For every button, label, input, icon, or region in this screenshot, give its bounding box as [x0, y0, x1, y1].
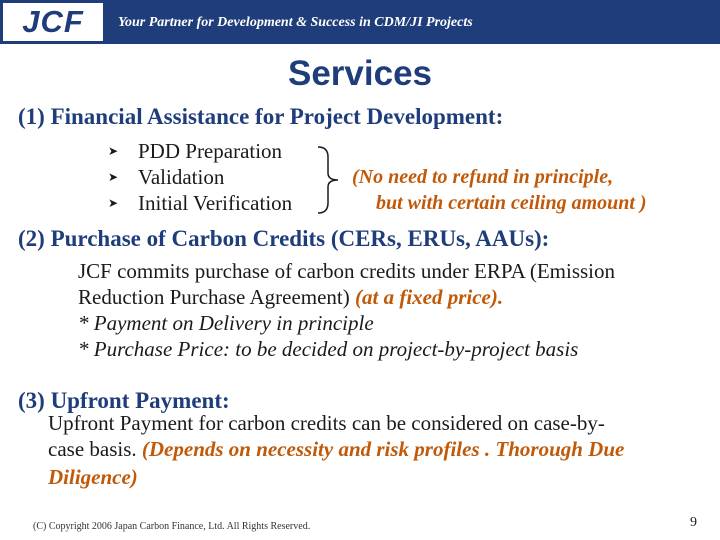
page-title: Services: [287, 54, 433, 93]
section-3-line-1: Upfront Payment for carbon credits can be considered on case-by-: [48, 411, 605, 435]
fixed-price-emphasis: (at a fixed price).: [355, 285, 504, 309]
section-2-line-2: [78, 284, 503, 310]
curly-brace-icon: [314, 145, 346, 215]
bullet-label: Initial Verification: [138, 191, 293, 215]
arrow-bullet-icon: ➤: [108, 196, 119, 210]
section-2-heading: (2) Purchase of Carbon Credits (CERs, ERUs, AAUs):: [18, 226, 550, 251]
arrow-bullet-icon: ➤: [108, 144, 119, 158]
due-diligence-emphasis: (Depends on necessity and risk profiles . Thorough Due: [141, 437, 625, 461]
logo-text: JCF: [22, 4, 84, 39]
tagline: Your Partner for Development & Success in CDM/JI Projects: [118, 15, 473, 30]
section-2-line-2-text: Reduction Purchase Agreement): [78, 285, 355, 309]
refund-note-line-2: but with certain ceiling amount ): [376, 192, 647, 214]
list-item: [108, 138, 292, 164]
section-3-line-2: [48, 436, 624, 462]
section-3-heading: (3) Upfront Payment:: [18, 388, 230, 413]
section-1-bullet-list: [108, 138, 292, 216]
arrow-bullet-icon: ➤: [108, 170, 119, 184]
copyright-footer: (C) Copyright 2006 Japan Carbon Finance, Ltd. All Rights Reserved.: [33, 521, 311, 532]
section-2-line-3: * Payment on Delivery in principle: [78, 311, 374, 335]
section-2-line-4: * Purchase Price: to be decided on project-by-project basis: [78, 337, 579, 361]
page-number: 9: [690, 515, 697, 530]
refund-note-line-1: (No need to refund in principle,: [352, 166, 614, 188]
section-3-line-3: Diligence): [48, 465, 138, 489]
list-item: [108, 190, 292, 216]
section-1-heading: (1) Financial Assistance for Project Development:: [18, 104, 504, 129]
section-3-line-2-text: case basis.: [48, 437, 142, 461]
list-item: [108, 164, 292, 190]
logo: [3, 3, 103, 41]
section-2-line-1: JCF commits purchase of carbon credits under ERPA (Emission: [78, 259, 615, 283]
bullet-label: Validation: [138, 165, 225, 189]
bullet-label: PDD Preparation: [138, 139, 283, 163]
